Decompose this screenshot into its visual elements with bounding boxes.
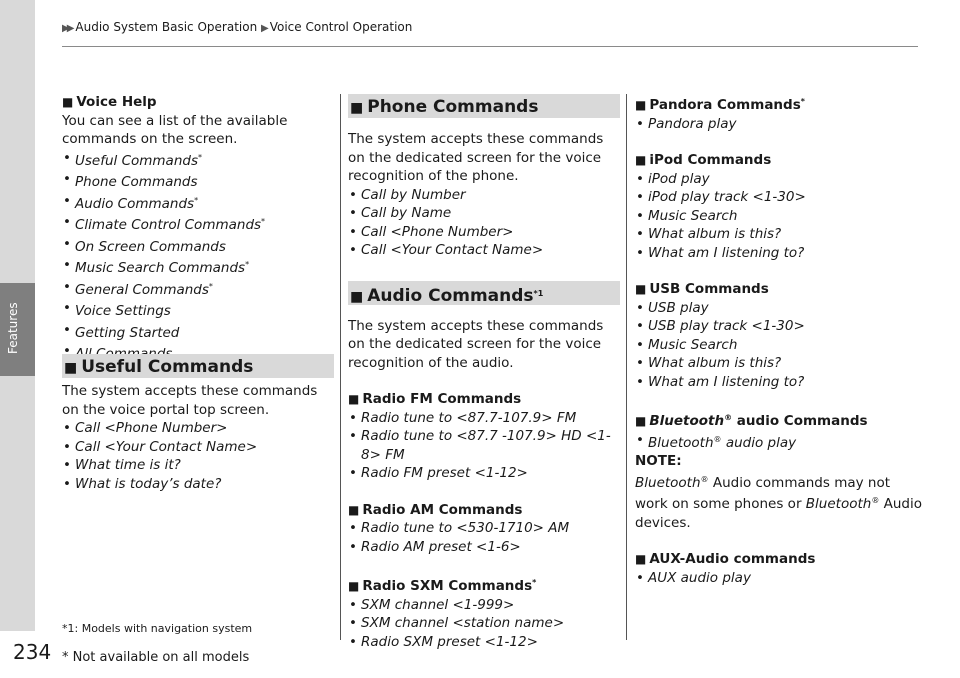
pandora-list (635, 115, 925, 134)
list-item[interactable]: • Call by Number (348, 186, 620, 205)
list-item[interactable]: • iPod play track <1-30> (635, 188, 925, 207)
phone-audio-column (348, 94, 620, 651)
radio-am-list (348, 519, 620, 556)
list-item[interactable]: • Radio tune to <87.7 -107.9> HD <1-8> FM (348, 427, 620, 464)
list-item[interactable]: • Radio AM preset <1-6> (348, 538, 620, 557)
list-item[interactable]: • Bluetooth® audio play (635, 431, 925, 453)
list-item[interactable]: • What album is this? (635, 354, 925, 373)
list-item[interactable]: • Radio SXM preset <1-12> (348, 633, 620, 652)
list-item[interactable]: • Audio Commands* (62, 192, 334, 214)
media-column (635, 93, 925, 587)
list-item[interactable]: • Music Search (635, 336, 925, 355)
list-item[interactable]: • Music Search Commands* (62, 256, 334, 278)
useful-commands-intro: The system accepts these commands on the voice portal top screen. (62, 383, 318, 418)
phone-commands-list (348, 186, 620, 260)
square-bullet-icon: ■ (348, 579, 360, 593)
list-item[interactable]: • Call <Your Contact Name> (348, 241, 620, 260)
list-item[interactable]: • Radio tune to <530-1710> AM (348, 519, 620, 538)
page-number: 234 (13, 640, 52, 664)
list-item[interactable]: • SXM channel <1-999> (348, 596, 620, 615)
usb-list (635, 299, 925, 392)
useful-commands-section (62, 382, 334, 493)
radio-sxm-heading: ■ Radio SXM Commands* (348, 578, 537, 594)
usb-heading: ■ USB Commands (635, 281, 769, 297)
audio-commands-intro: The system accepts these commands on the dedicated screen for the voice recognition of the audio. (348, 317, 604, 371)
list-item[interactable]: • Useful Commands* (62, 149, 334, 171)
column-divider (626, 94, 627, 640)
aux-list (635, 569, 925, 588)
square-bullet-icon: ■ (635, 282, 647, 296)
list-item[interactable]: • Getting Started (62, 321, 334, 343)
phone-commands-intro: The system accepts these commands on the dedicated screen for the voice recognition of the phone. (348, 131, 604, 184)
side-tab-top (0, 0, 35, 283)
voice-help-heading: ■ Voice Help (62, 94, 157, 110)
list-item[interactable]: • Call <Your Contact Name> (62, 438, 334, 457)
list-item[interactable]: • Climate Control Commands* (62, 213, 334, 235)
footnote-not-available: * Not available on all models (62, 650, 250, 665)
list-item[interactable]: • Radio FM preset <1-12> (348, 464, 620, 483)
radio-fm-list (348, 409, 620, 483)
audio-commands-heading: ■ Audio Commands$^{*1}$ (348, 281, 620, 305)
square-bullet-icon: ■ (635, 98, 647, 112)
list-item[interactable]: • Pandora play (635, 115, 925, 134)
list-item[interactable]: • What am I listening to? (635, 244, 925, 263)
list-item[interactable]: • iPod play (635, 170, 925, 189)
list-item[interactable]: • What am I listening to? (635, 373, 925, 392)
square-bullet-icon: ■ (635, 153, 647, 167)
square-bullet-icon: ■ (348, 392, 360, 406)
aux-heading: ■ AUX-Audio commands (635, 551, 816, 567)
radio-fm-heading: ■ Radio FM Commands (348, 391, 522, 407)
useful-commands-heading: ■ Useful Commands (62, 354, 334, 378)
list-item[interactable]: • On Screen Commands (62, 235, 334, 257)
radio-sxm-list (348, 596, 620, 652)
square-bullet-icon: ■ (350, 288, 364, 305)
useful-commands-list (62, 419, 334, 493)
side-tab-bottom (0, 376, 35, 631)
bluetooth-heading: ■ Bluetooth® audio Commands (635, 413, 868, 429)
breadcrumb-arrow-icon: ▶ (261, 23, 266, 34)
list-item[interactable]: • SXM channel <station name> (348, 614, 620, 633)
list-item[interactable]: • Voice Settings (62, 299, 334, 321)
list-item[interactable]: • Music Search (635, 207, 925, 226)
side-tab-strip (0, 0, 35, 678)
column-divider (340, 94, 341, 640)
list-item[interactable]: • What is today’s date? (62, 475, 334, 494)
note-label: NOTE: (635, 453, 682, 469)
list-item[interactable]: • USB play (635, 299, 925, 318)
list-item[interactable]: • AUX audio play (635, 569, 925, 588)
voice-help-intro: You can see a list of the available commands on the screen. (62, 112, 288, 147)
square-bullet-icon: ■ (635, 552, 647, 566)
bluetooth-list (635, 431, 925, 453)
breadcrumb-arrow-icon: ▶▶ (62, 23, 72, 34)
header-rule (62, 46, 918, 47)
breadcrumb (62, 19, 412, 37)
list-item[interactable]: • Call <Phone Number> (62, 419, 334, 438)
square-bullet-icon: ■ (350, 100, 364, 116)
list-item[interactable]: • Call by Name (348, 204, 620, 223)
pandora-heading: ■ Pandora Commands* (635, 97, 805, 113)
list-item[interactable]: • General Commands* (62, 278, 334, 300)
square-bullet-icon: ■ (348, 502, 360, 517)
square-bullet-icon: ■ (62, 95, 74, 109)
list-item[interactable]: • USB play track <1-30> (635, 317, 925, 336)
phone-commands-heading: ■ Phone Commands (348, 94, 620, 118)
footnote-navigation: *1: Models with navigation system (62, 622, 253, 635)
ipod-list (635, 170, 925, 263)
breadcrumb-item-audio-basic[interactable]: Audio System Basic Operation (75, 20, 258, 34)
list-item[interactable]: • Call <Phone Number> (348, 223, 620, 242)
section-tab-label: Features (6, 302, 20, 354)
square-bullet-icon: ■ (635, 414, 647, 428)
list-item[interactable]: • Radio tune to <87.7-107.9> FM (348, 409, 620, 428)
list-item[interactable]: • Phone Commands (62, 170, 334, 192)
bluetooth-note: Bluetooth® Audio commands may not work on some phones or Bluetooth® Audio devices. (635, 474, 922, 531)
list-item[interactable]: • What time is it? (62, 456, 334, 475)
breadcrumb-item-voice-control[interactable]: Voice Control Operation (269, 20, 413, 34)
square-bullet-icon: ■ (64, 360, 78, 376)
voice-help-section (62, 93, 334, 364)
list-item[interactable]: • What album is this? (635, 225, 925, 244)
voice-help-list (62, 149, 334, 364)
radio-am-heading: ■ Radio AM Commands (348, 501, 523, 518)
ipod-heading: ■ iPod Commands (635, 152, 772, 168)
